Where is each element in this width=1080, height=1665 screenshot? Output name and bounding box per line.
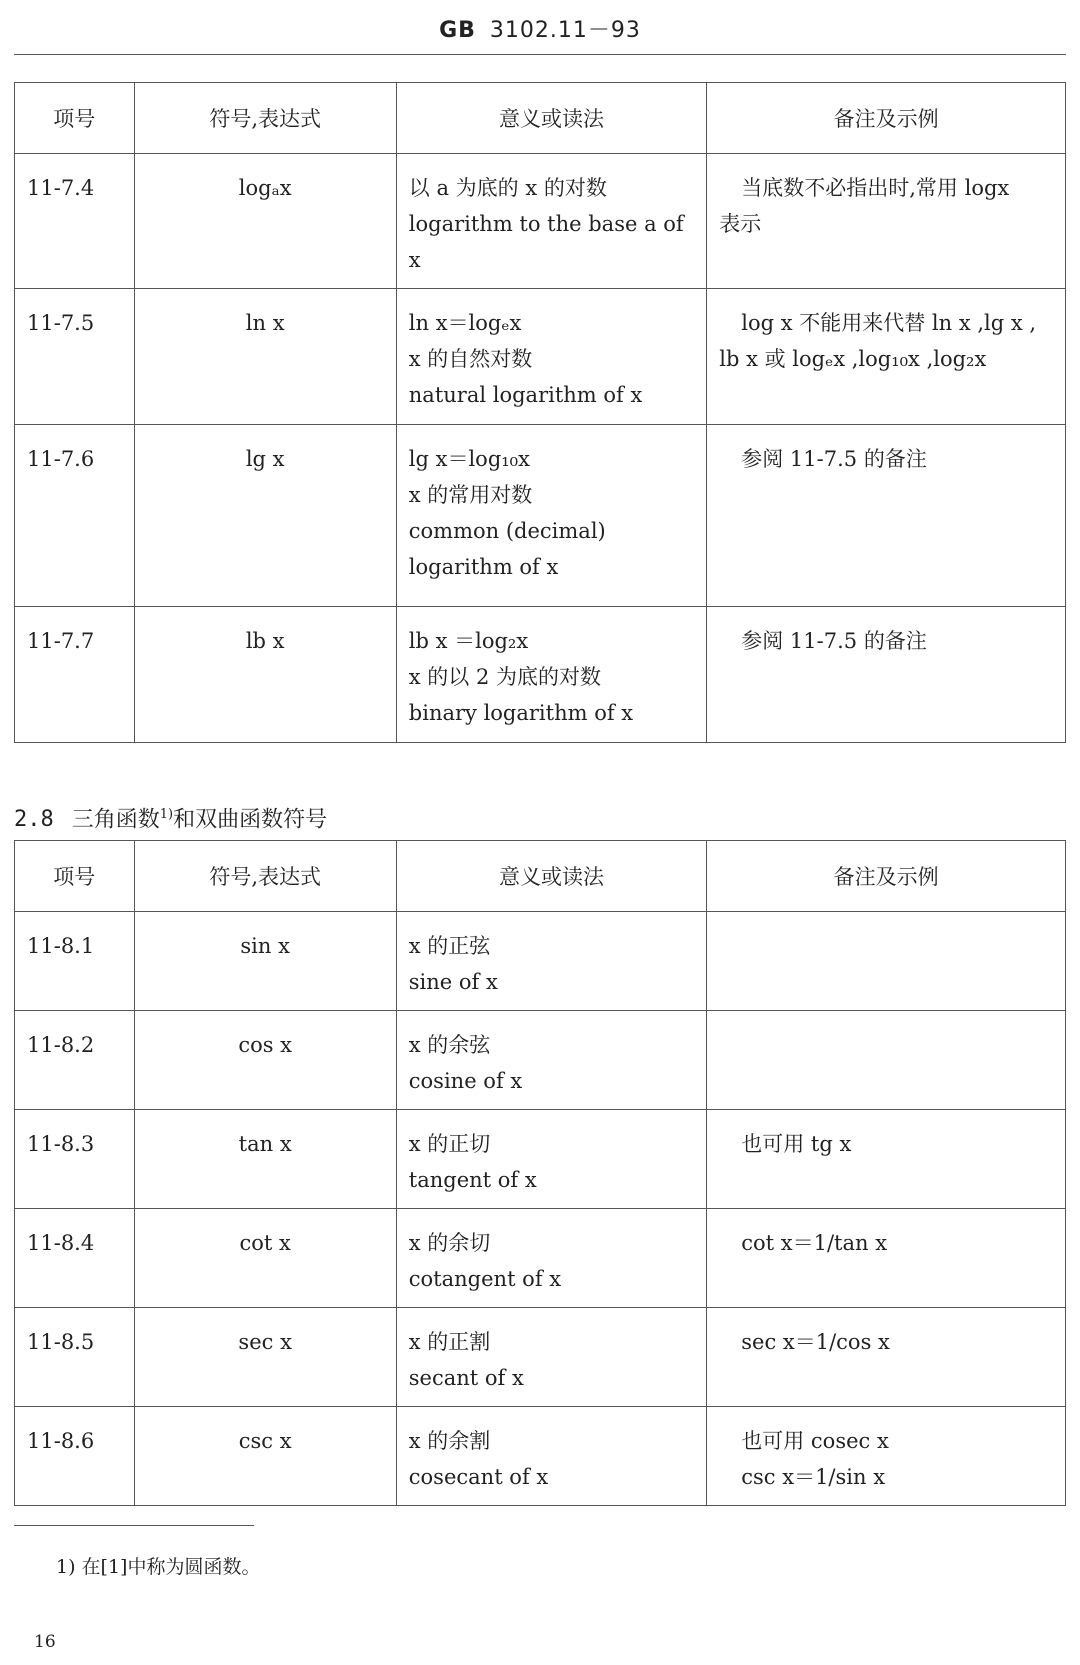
footnote-divider <box>14 1525 254 1526</box>
col-header-symbol: 符号,表达式 <box>134 841 396 912</box>
meaning-line: x 的正切 <box>408 1132 491 1156</box>
meaning-line: x 的以 2 为底的对数 <box>408 665 602 689</box>
meaning <box>396 1407 706 1506</box>
table-row <box>15 289 1066 425</box>
note-line: lb x 或 logₑx ,log₁₀x ,log₂x <box>719 347 987 371</box>
note <box>707 1209 1066 1308</box>
standard-code: 3102.11－93 <box>489 18 641 43</box>
item-no: 11-8.1 <box>15 912 135 1011</box>
meaning-line: logarithm to the base a of x <box>408 212 684 272</box>
item-no: 11-7.7 <box>15 607 135 743</box>
meaning <box>396 1011 706 1110</box>
col-header-meaning: 意义或读法 <box>396 841 706 912</box>
symbol: cot x <box>134 1209 396 1308</box>
meaning-line: cosine of x <box>408 1069 523 1093</box>
note-line: sec x＝1/cos x <box>741 1330 890 1354</box>
meaning <box>396 154 706 289</box>
symbol: sin x <box>134 912 396 1011</box>
col-header-meaning: 意义或读法 <box>396 83 706 154</box>
symbol: lb x <box>134 607 396 743</box>
item-no: 11-7.4 <box>15 154 135 289</box>
meaning-line: 以 a 为底的 x 的对数 <box>408 176 607 200</box>
meaning-line: logarithm of x <box>408 555 559 579</box>
col-header-item-no: 项号 <box>15 83 135 154</box>
symbol: sec x <box>134 1308 396 1407</box>
meaning-line: x 的常用对数 <box>408 483 533 507</box>
meaning <box>396 607 706 743</box>
symbol: logₐx <box>134 154 396 289</box>
table-row <box>15 154 1066 289</box>
col-header-item-no: 项号 <box>15 841 135 912</box>
table-row <box>15 1308 1066 1407</box>
meaning-line: tangent of x <box>408 1168 537 1192</box>
item-no: 11-8.2 <box>15 1011 135 1110</box>
note-line: log x 不能用来代替 ln x ,lg x , <box>741 311 1037 335</box>
symbol: lg x <box>134 425 396 607</box>
symbol: ln x <box>134 289 396 425</box>
col-header-symbol: 符号,表达式 <box>134 83 396 154</box>
meaning-line: x 的余弦 <box>408 1033 491 1057</box>
col-header-notes: 备注及示例 <box>707 841 1066 912</box>
section-title-text-b: 和双曲函数符号 <box>173 807 328 833</box>
meaning-line: cosecant of x <box>408 1465 549 1489</box>
table-row <box>15 607 1066 743</box>
note <box>707 912 1066 1011</box>
symbol: tan x <box>134 1110 396 1209</box>
note-line: 也可用 cosec x <box>741 1429 889 1453</box>
col-header-notes: 备注及示例 <box>707 83 1066 154</box>
table-header-row <box>15 83 1066 154</box>
section-number: 2.8 <box>14 807 54 833</box>
footnote-mark: 1) <box>159 807 174 822</box>
meaning-line: ln x＝logₑx <box>408 311 522 335</box>
table-row <box>15 425 1066 607</box>
note <box>707 1407 1066 1506</box>
note-line: 表示 <box>719 212 762 236</box>
item-no: 11-7.6 <box>15 425 135 607</box>
meaning-line: x 的余切 <box>408 1231 491 1255</box>
note <box>707 1011 1066 1110</box>
meaning-line: x 的自然对数 <box>408 347 533 371</box>
table-row <box>15 1209 1066 1308</box>
symbol: cos x <box>134 1011 396 1110</box>
standard-prefix: GB <box>439 18 476 43</box>
section-title <box>14 800 327 835</box>
note <box>707 289 1066 425</box>
meaning-line: secant of x <box>408 1366 524 1390</box>
item-no: 11-8.4 <box>15 1209 135 1308</box>
note <box>707 607 1066 743</box>
meaning-line: lg x＝log₁₀x <box>408 447 530 471</box>
item-no: 11-8.5 <box>15 1308 135 1407</box>
item-no: 11-7.5 <box>15 289 135 425</box>
meaning-line: x 的正弦 <box>408 934 491 958</box>
note-line: 参阅 11-7.5 的备注 <box>741 629 927 653</box>
meaning-line: sine of x <box>408 970 498 994</box>
note <box>707 1110 1066 1209</box>
table-header-row <box>15 841 1066 912</box>
meaning-line: x 的正割 <box>408 1330 491 1354</box>
note <box>707 425 1066 607</box>
note <box>707 154 1066 289</box>
meaning <box>396 425 706 607</box>
meaning-line: lb x ＝log₂x <box>408 629 529 653</box>
note <box>707 1308 1066 1407</box>
meaning-line: binary logarithm of x <box>408 701 634 725</box>
page-header <box>14 0 1066 55</box>
meaning-line: natural logarithm of x <box>408 383 643 407</box>
meaning <box>396 912 706 1011</box>
meaning-line: common (decimal) <box>408 519 606 543</box>
table-row <box>15 1011 1066 1110</box>
meaning-line: x 的余割 <box>408 1429 491 1453</box>
footnote: 1) 在[1]中称为圆函数。 <box>56 1556 261 1578</box>
note-line: 也可用 tg x <box>741 1132 852 1156</box>
section-title-text-a: 三角函数 <box>71 807 160 833</box>
page-number: 16 <box>34 1632 56 1652</box>
symbol: csc x <box>134 1407 396 1506</box>
trig-functions-table <box>14 840 1066 1506</box>
meaning-line: cotangent of x <box>408 1267 562 1291</box>
note-line: 当底数不必指出时,常用 logx <box>741 176 1010 200</box>
meaning <box>396 1308 706 1407</box>
meaning <box>396 1209 706 1308</box>
table-row <box>15 1110 1066 1209</box>
item-no: 11-8.6 <box>15 1407 135 1506</box>
meaning <box>396 1110 706 1209</box>
meaning <box>396 289 706 425</box>
note-line: 参阅 11-7.5 的备注 <box>741 447 927 471</box>
note-line: csc x＝1/sin x <box>741 1465 886 1489</box>
table-row <box>15 912 1066 1011</box>
table-row <box>15 1407 1066 1506</box>
item-no: 11-8.3 <box>15 1110 135 1209</box>
note-line: cot x＝1/tan x <box>741 1231 888 1255</box>
log-functions-table <box>14 82 1066 743</box>
